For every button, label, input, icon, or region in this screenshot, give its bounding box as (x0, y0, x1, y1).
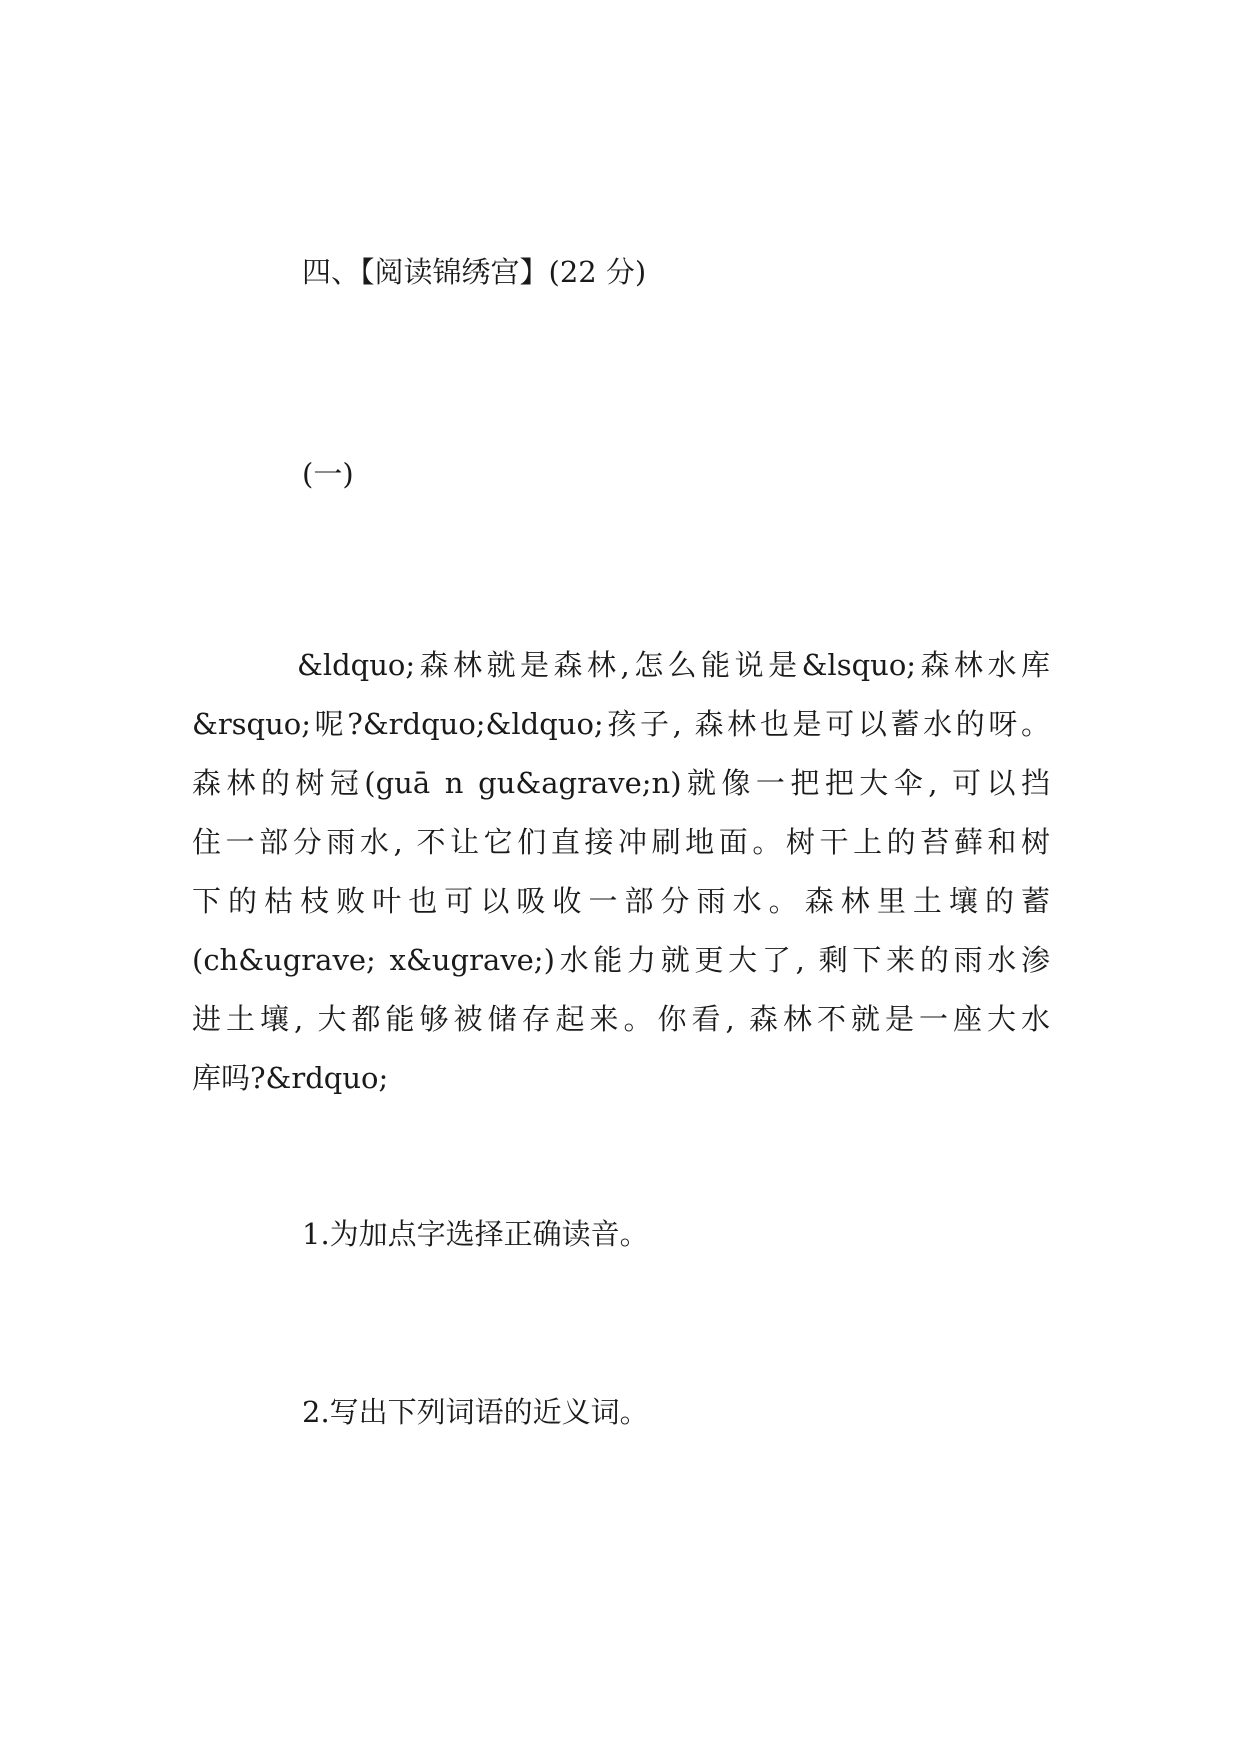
passage-line: &ldquo;森林就是森林,怎么能说是&lsquo;森林水库 (297, 648, 1050, 682)
passage-line: 下的枯枝败叶也可以吸收一部分雨水。森林里土壤的蓄 (192, 884, 1050, 918)
reading-passage (192, 636, 1050, 1108)
passage-line: 住一部分雨水, 不让它们直接冲刷地面。树干上的苔藓和树 (192, 825, 1050, 859)
passage-line: 森林的树冠(guā n gu&agrave;n)就像一把把大伞, 可以挡 (192, 766, 1050, 800)
section-heading: 四、【阅读锦绣宫】(22 分) (302, 255, 647, 289)
passage-line: (ch&ugrave; x&ugrave;)水能力就更大了, 剩下来的雨水渗 (192, 943, 1050, 977)
passage-line: &rsquo;呢?&rdquo;&ldquo;孩子, 森林也是可以蓄水的呀。 (192, 707, 1050, 741)
passage-line: 进土壤, 大都能够被储存起来。你看, 森林不就是一座大水 (192, 1002, 1050, 1036)
question-2: 2.写出下列词语的近义词。 (302, 1395, 649, 1429)
passage-line: 库吗?&rdquo; (192, 1061, 389, 1095)
question-1: 1.为加点字选择正确读音。 (302, 1217, 649, 1251)
subsection-label: (一) (302, 457, 354, 491)
